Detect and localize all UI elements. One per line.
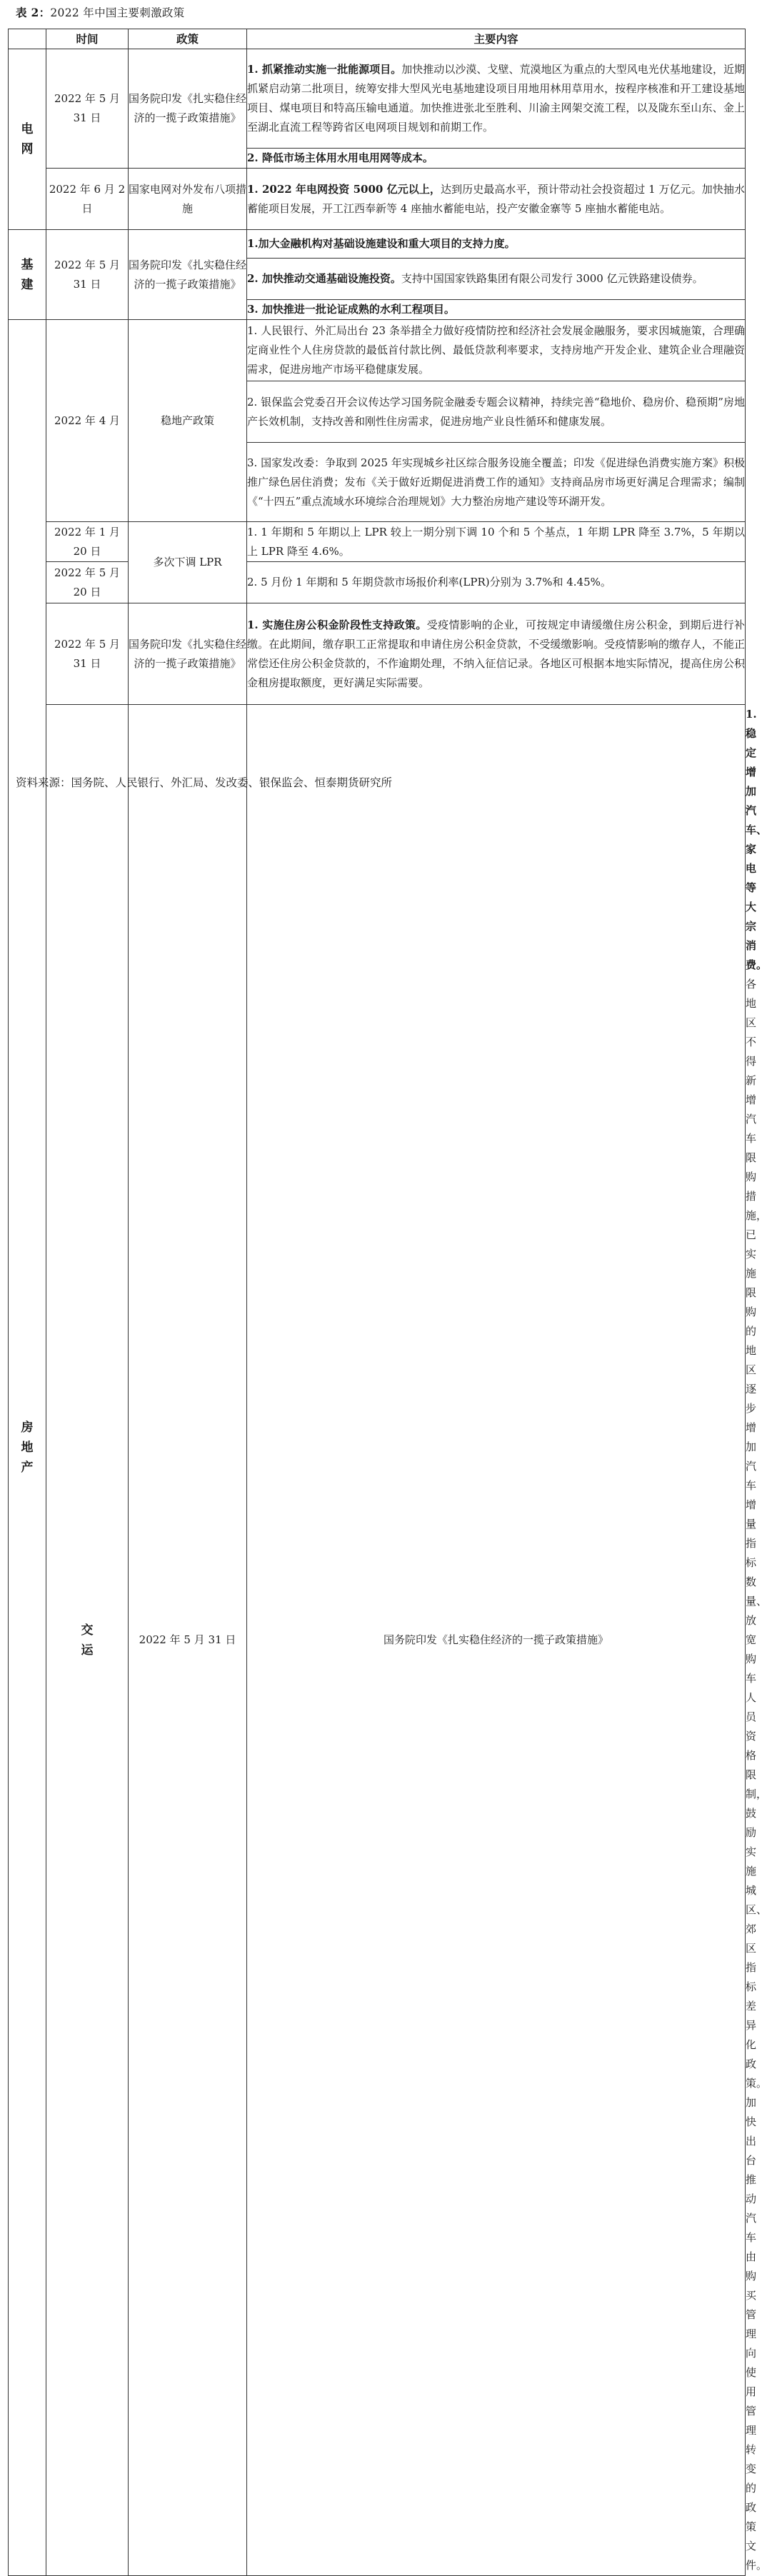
time-cell: 2022 年 5 月 31 日 (129, 705, 247, 2576)
category-label: 房地产 (21, 1420, 34, 1475)
header-policy: 政策 (129, 29, 247, 49)
table-caption (16, 4, 184, 21)
category-cell (9, 49, 46, 230)
category-cell (46, 705, 129, 2576)
header-category (9, 29, 46, 49)
content-cell: 1. 人民银行、外汇局出台 23 条举措全力做好疫情防控和经济社会发展金融服务，要求因城施策，合理确定商业性个人住房贷款的最低首付款比例、最低贷款利率要求，支持房地产开发企业、建筑企业合理融资需求，促进房地产市场平稳健康发展。 (247, 320, 746, 381)
content-cell (247, 169, 746, 230)
time-cell: 2022 年 4 月 (46, 320, 129, 522)
table-row (9, 169, 746, 230)
content-heading: 1. 2022 年电网投资 5000 亿元以上， (247, 182, 441, 196)
table-row (9, 320, 746, 381)
content-cell: 1. 1 年期和 5 年期以上 LPR 较上一期分别下调 10 个和 5 个基点，1 年期 LPR 降至 3.7%，5 年期以上 LPR 降至 4.6%。 (247, 522, 746, 562)
content-cell (247, 149, 746, 169)
content-cell (247, 259, 746, 300)
policy-cell: 国家电网对外发布八项措施 (129, 169, 247, 230)
source-note: 资料来源：国务院、人民银行、外汇局、发改委、银保监会、恒泰期货研究所 (16, 776, 393, 789)
stimulus-policy-table (8, 29, 767, 2576)
policy-cell: 国务院印发《扎实稳住经济的一揽子政策措施》 (129, 49, 247, 169)
content-heading: 1. 实施住房公积金阶段性支持政策。 (247, 618, 427, 631)
content-cell (247, 300, 746, 320)
caption-title: 2022 年中国主要刺激政策 (50, 6, 185, 19)
policy-cell: 国务院印发《扎实稳住经济的一揽子政策措施》 (247, 705, 746, 2576)
time-cell: 2022 年 6 月 2 日 (46, 169, 129, 230)
content-cell: 2. 5 月份 1 年期和 5 年期贷款市场报价利率(LPR)分别为 3.7%和 4.45%。 (247, 562, 746, 603)
content-cell: 3. 国家发改委：争取到 2025 年实现城乡社区综合服务设施全覆盖；印发《促进绿色消费实施方案》积极推广绿色居住消费；发布《关于做好近期促进消费工作的通知》支持商品房市场更好满足合理需求；编制《“十四五”重点流域水环境综合治理规划》大力整治房地产建设等环湖开发。 (247, 443, 746, 522)
content-heading: 2. 加快推动交通基础设施投资。 (247, 272, 401, 285)
content-cell (247, 49, 746, 149)
category-label: 电网 (21, 122, 34, 156)
policy-cell: 稳地产政策 (129, 320, 247, 522)
time-cell: 2022 年 5 月 31 日 (46, 230, 129, 320)
content-heading: 1.加大金融机构对基础设施建设和重大项目的支持力度。 (247, 237, 516, 250)
content-heading: 3. 加快推进一批论证成熟的水利工程项目。 (247, 303, 455, 316)
header-content: 主要内容 (247, 29, 746, 49)
content-cell: 2. 银保监会党委召开会议传达学习国务院金融委专题会议精神，持续完善“稳地价、稳房价、稳预期”房地产长效机制，支持改善和刚性住房需求，促进房地产业良性循环和健康发展。 (247, 381, 746, 443)
content-text: 达到历史最高水平，预计带动社会投资超过 1 万亿元。加快抽水蓄能项目发展，开工江西奉新等 4 座抽水蓄能电站，投产安徽金寨等 5 座抽水蓄能电站。 (247, 182, 745, 215)
table-row (9, 562, 746, 603)
table-row (9, 522, 746, 562)
table-row (9, 705, 746, 2576)
category-label: 交运 (81, 1623, 94, 1658)
time-cell: 2022 年 5 月 31 日 (46, 49, 129, 169)
policy-cell: 多次下调 LPR (129, 522, 247, 603)
header-time: 时间 (46, 29, 129, 49)
content-cell (247, 230, 746, 259)
table-row (9, 603, 746, 705)
policy-cell: 国务院印发《扎实稳住经济的一揽子政策措施》 (129, 603, 247, 705)
time-cell: 2022 年 1 月 20 日 (46, 522, 129, 562)
content-heading: 1. 抓紧推动实施一批能源项目。 (247, 63, 402, 76)
content-cell (247, 603, 746, 705)
category-cell (9, 230, 46, 320)
content-text: 加快推动以沙漠、戈壁、荒漠地区为重点的大型风电光伏基地建设，近期抓紧启动第二批项目，统筹安排大型风光电基地建设项目用地用林用草用水，按程序核准和开工建设基地项目、煤电项目和特高压输电通道。加快推进张北至胜利、川渝主网架交流工程，以及陇东至山东、金上至湖北直流工程等跨省区电网项目规划和前期工作。 (247, 63, 745, 134)
content-text: 各地区不得新增汽车限购措施，已实施限购的地区逐步增加汽车增量指标数量、放宽购车人员资格限制，鼓励实施城区、郊区指标差异化政策。加快出台推动汽车由购买管理向使用管理转变的政策文件。 (746, 978, 767, 2572)
content-text: 支持中国国家铁路集团有限公司发行 3000 亿元铁路建设债券。 (401, 272, 703, 285)
table-header-row (9, 29, 746, 49)
policy-cell: 国务院印发《扎实稳住经济的一揽子政策措施》 (129, 230, 247, 320)
table-row (9, 49, 746, 149)
table-row (9, 230, 746, 259)
time-cell: 2022 年 5 月 31 日 (46, 603, 129, 705)
content-heading: 2. 降低市场主体用水用电用网等成本。 (247, 151, 433, 164)
content-text: 受疫情影响的企业，可按规定申请缓缴住房公积金，到期后进行补缴。在此期间，缴存职工正常提取和申请住房公积金贷款，不受缓缴影响。受疫情影响的缴存人，不能正常偿还住房公积金贷款的，不作逾期处理，不纳入征信记录。各地区可根据本地实际情况，提高住房公积金租房提取额度，更好满足实际需要。 (247, 618, 745, 689)
category-label: 基建 (21, 257, 34, 292)
content-heading: 1. 稳定增加汽车、家电等大宗消费。 (746, 708, 767, 971)
time-cell: 2022 年 5 月 20 日 (46, 562, 129, 603)
caption-label: 表 2： (16, 6, 51, 19)
category-cell (9, 320, 46, 2576)
